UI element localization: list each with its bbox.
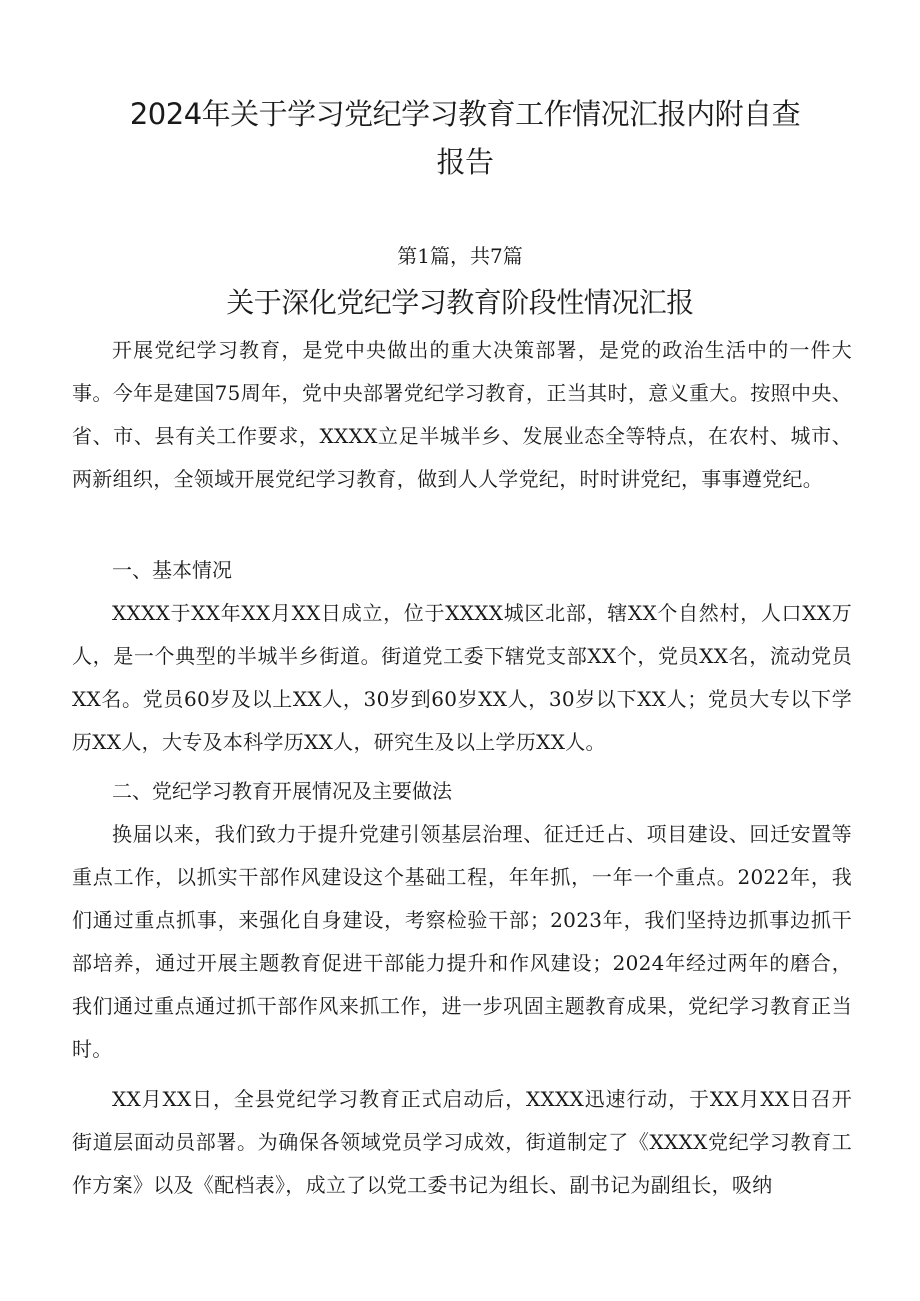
part-indicator: 第1篇，共7篇 [397,244,523,268]
paragraph-intro: 开展党纪学习教育，是党中央做出的重大决策部署，是党的政治生活中的一件大事。今年是建国75周年，党中央部署党纪学习教育，正当其时，意义重大。按照中央、省、市、县有关工作要求，XXXX立足半城半乡、发展业态全等特点，在农村、城市、两新组织，全领域开展党纪学习教育，做到人人学党纪，时时讲党纪，事事遵党纪。 [72,338,852,491]
paragraph-launch: XX月XX日，全县党纪学习教育正式启动后，XXXX迅速行动，于XX月XX日召开街道层面动员部署。为确保各领域党员学习成效，街道制定了《XXXX党纪学习教育工作方案》以及《配档表》，成立了以党工委书记为组长、副书记为副组长，吸纳 [72,1087,852,1197]
paragraph-practices: 换届以来，我们致力于提升党建引领基层治理、征迁迁占、项目建设、回迁安置等重点工作，以抓实干部作风建设这个基础工程，年年抓，一年一个重点。2022年，我们通过重点抓事，来强化自身建设，考察检验干部；2023年，我们坚持边抓事边抓干部培养，通过开展主题教育促进干部能力提升和作风建设；2024年经过两年的磨合，我们通过重点通过抓干部作风来抓工作，进一步巩固主题教育成果，党纪学习教育正当时。 [72,822,852,1061]
paragraph-basic-situation: XXXX于XX年XX月XX日成立，位于XXXX城区北部，辖XX个自然村，人口XX万人，是一个典型的半城半乡街道。街道党工委下辖党支部XX个，党员XX名，流动党员XX名。党员60岁及以上XX人，30岁到60岁XX人，30岁以下XX人；党员大专以下学历XX人，大专及本科学历XX人，研究生及以上学历XX人。 [72,601,852,754]
heading-practices: 二、党纪学习教育开展情况及主要做法 [112,779,452,803]
section-title: 关于深化党纪学习教育阶段性情况汇报 [226,286,694,319]
heading-basic-situation: 一、基本情况 [112,558,232,582]
document-title: 2024年关于学习党纪学习教育工作情况汇报内附自查报告 [129,97,801,179]
